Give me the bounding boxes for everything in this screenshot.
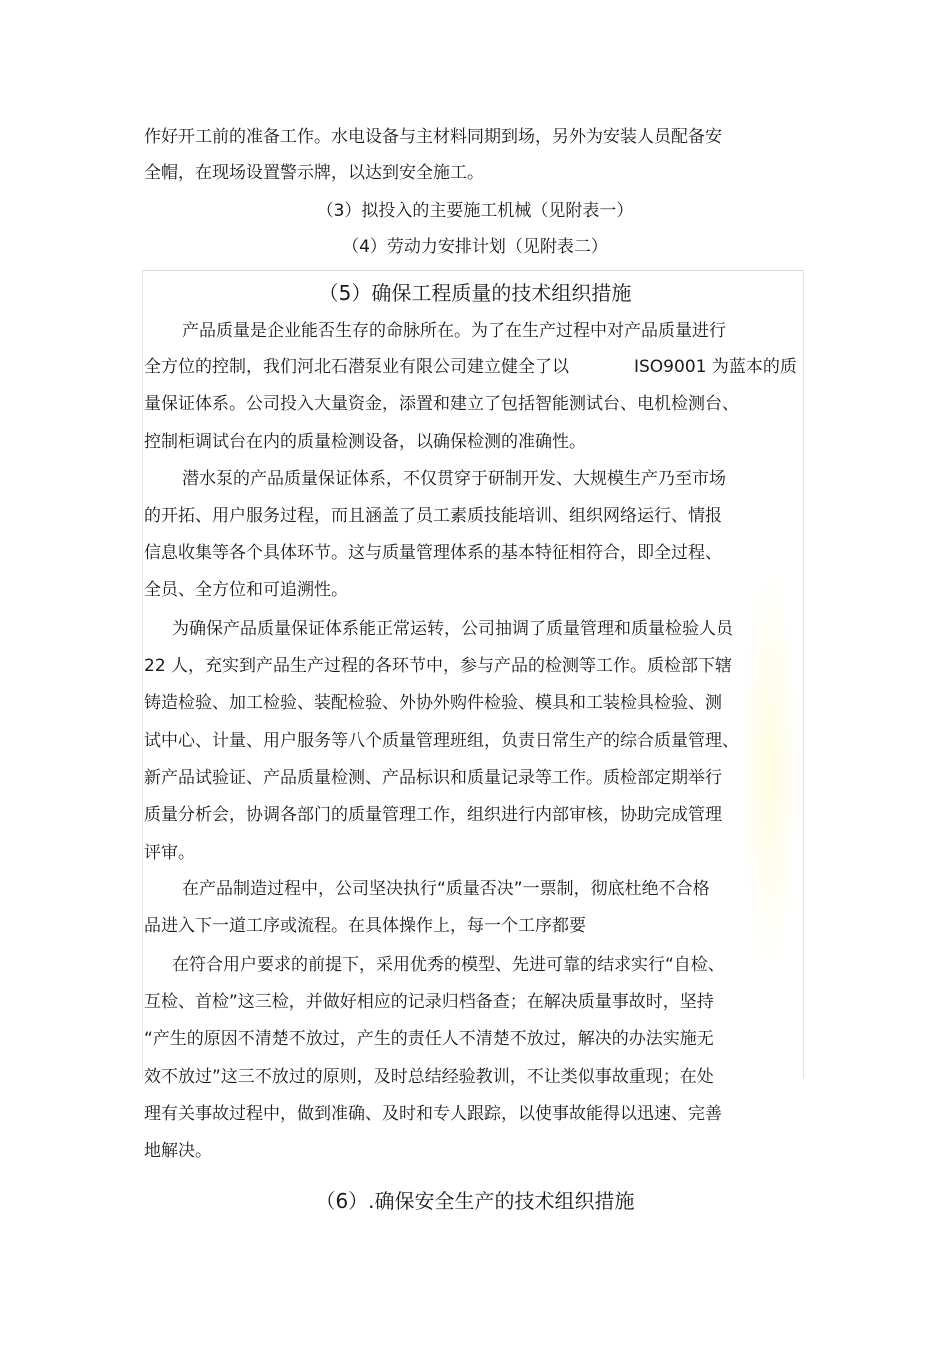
body-line: 全员、全方位和可追溯性。	[144, 580, 348, 600]
body-line: 在符合用户要求的前提下，采用优秀的模型、先进可靠的结求实行“自检、	[172, 955, 725, 975]
body-line: 全方位的控制，我们河北石潜泵业有限公司建立健全了以	[144, 357, 569, 377]
body-line: 在产品制造过程中，公司坚决执行“质量否决”一票制，彻底杜绝不合格	[182, 879, 710, 899]
body-line: 试中心、计量、用户服务等八个质量管理班组，负责日常生产的综合质量管理、	[144, 731, 739, 751]
body-line: 评审。	[144, 843, 195, 863]
body-line: 质量分析会，协调各部门的质量管理工作，组织进行内部审核，协助完成管理	[144, 805, 722, 825]
body-line: 的开拓、用户服务过程，而且涵盖了员工素质技能培训、组织网络运行、情报	[144, 506, 722, 526]
body-line: 效不放过”这三不放过的原则，及时总结经验教训，不让类似事故重现；在处	[144, 1067, 714, 1087]
body-line: 地解决。	[144, 1141, 212, 1161]
body-line: 信息收集等各个具体环节。这与质量管理体系的基本特征相符合，即全过程、	[144, 543, 722, 563]
item-labor: （4）劳动力安排计划（见附表二）	[342, 237, 608, 257]
paper-stain	[740, 560, 800, 980]
item-machinery: （3）拟投入的主要施工机械（见附表一）	[316, 201, 634, 221]
body-line: 互检、首检”这三检，并做好相应的记录归档备查；在解决质量事故时，坚持	[144, 992, 714, 1012]
body-line: 为确保产品质量保证体系能正常运转，公司抽调了质量管理和质量检验人员	[172, 619, 733, 639]
body-line: ISO9001 为蓝本的质	[634, 357, 797, 377]
body-line: 新产品试验证、产品质量检测、产品标识和质量记录等工作。质检部定期举行	[144, 768, 722, 788]
body-line: 品进入下一道工序或流程。在具体操作上，每一个工序都要	[144, 916, 586, 936]
body-line: 控制柜调试台在内的质量检测设备，以确保检测的准确性。	[144, 432, 586, 452]
body-line: 作好开工前的准备工作。水电设备与主材料同期到场，另外为安装人员配备安	[144, 127, 722, 147]
body-line: 全帽，在现场设置警示牌，以达到安全施工。	[144, 163, 484, 183]
body-line: “产生的原因不清楚不放过，产生的责任人不清楚不放过，解决的办法实施无	[144, 1029, 714, 1049]
body-line: 潜水泵的产品质量保证体系，不仅贯穿于研制开发、大规模生产乃至市场	[182, 469, 726, 489]
section-heading-safety: （6）.确保安全生产的技术组织措施	[315, 1189, 635, 1213]
body-line: 理有关事故过程中，做到准确、及时和专人跟踪，以使事故能得以迅速、完善	[144, 1104, 722, 1124]
body-line: 铸造检验、加工检验、装配检验、外协外购件检验、模具和工装检具检验、测	[144, 693, 722, 713]
body-line: 量保证体系。公司投入大量资金，添置和建立了包括智能测试台、电机检测台、	[144, 394, 739, 414]
section-heading-quality: （5）确保工程质量的技术组织措施	[318, 281, 632, 305]
body-line: 22 人，充实到产品生产过程的各环节中，参与产品的检测等工作。质检部下辖	[144, 656, 733, 676]
body-line: 产品质量是企业能否生存的命脉所在。为了在生产过程中对产品质量进行	[182, 321, 726, 341]
